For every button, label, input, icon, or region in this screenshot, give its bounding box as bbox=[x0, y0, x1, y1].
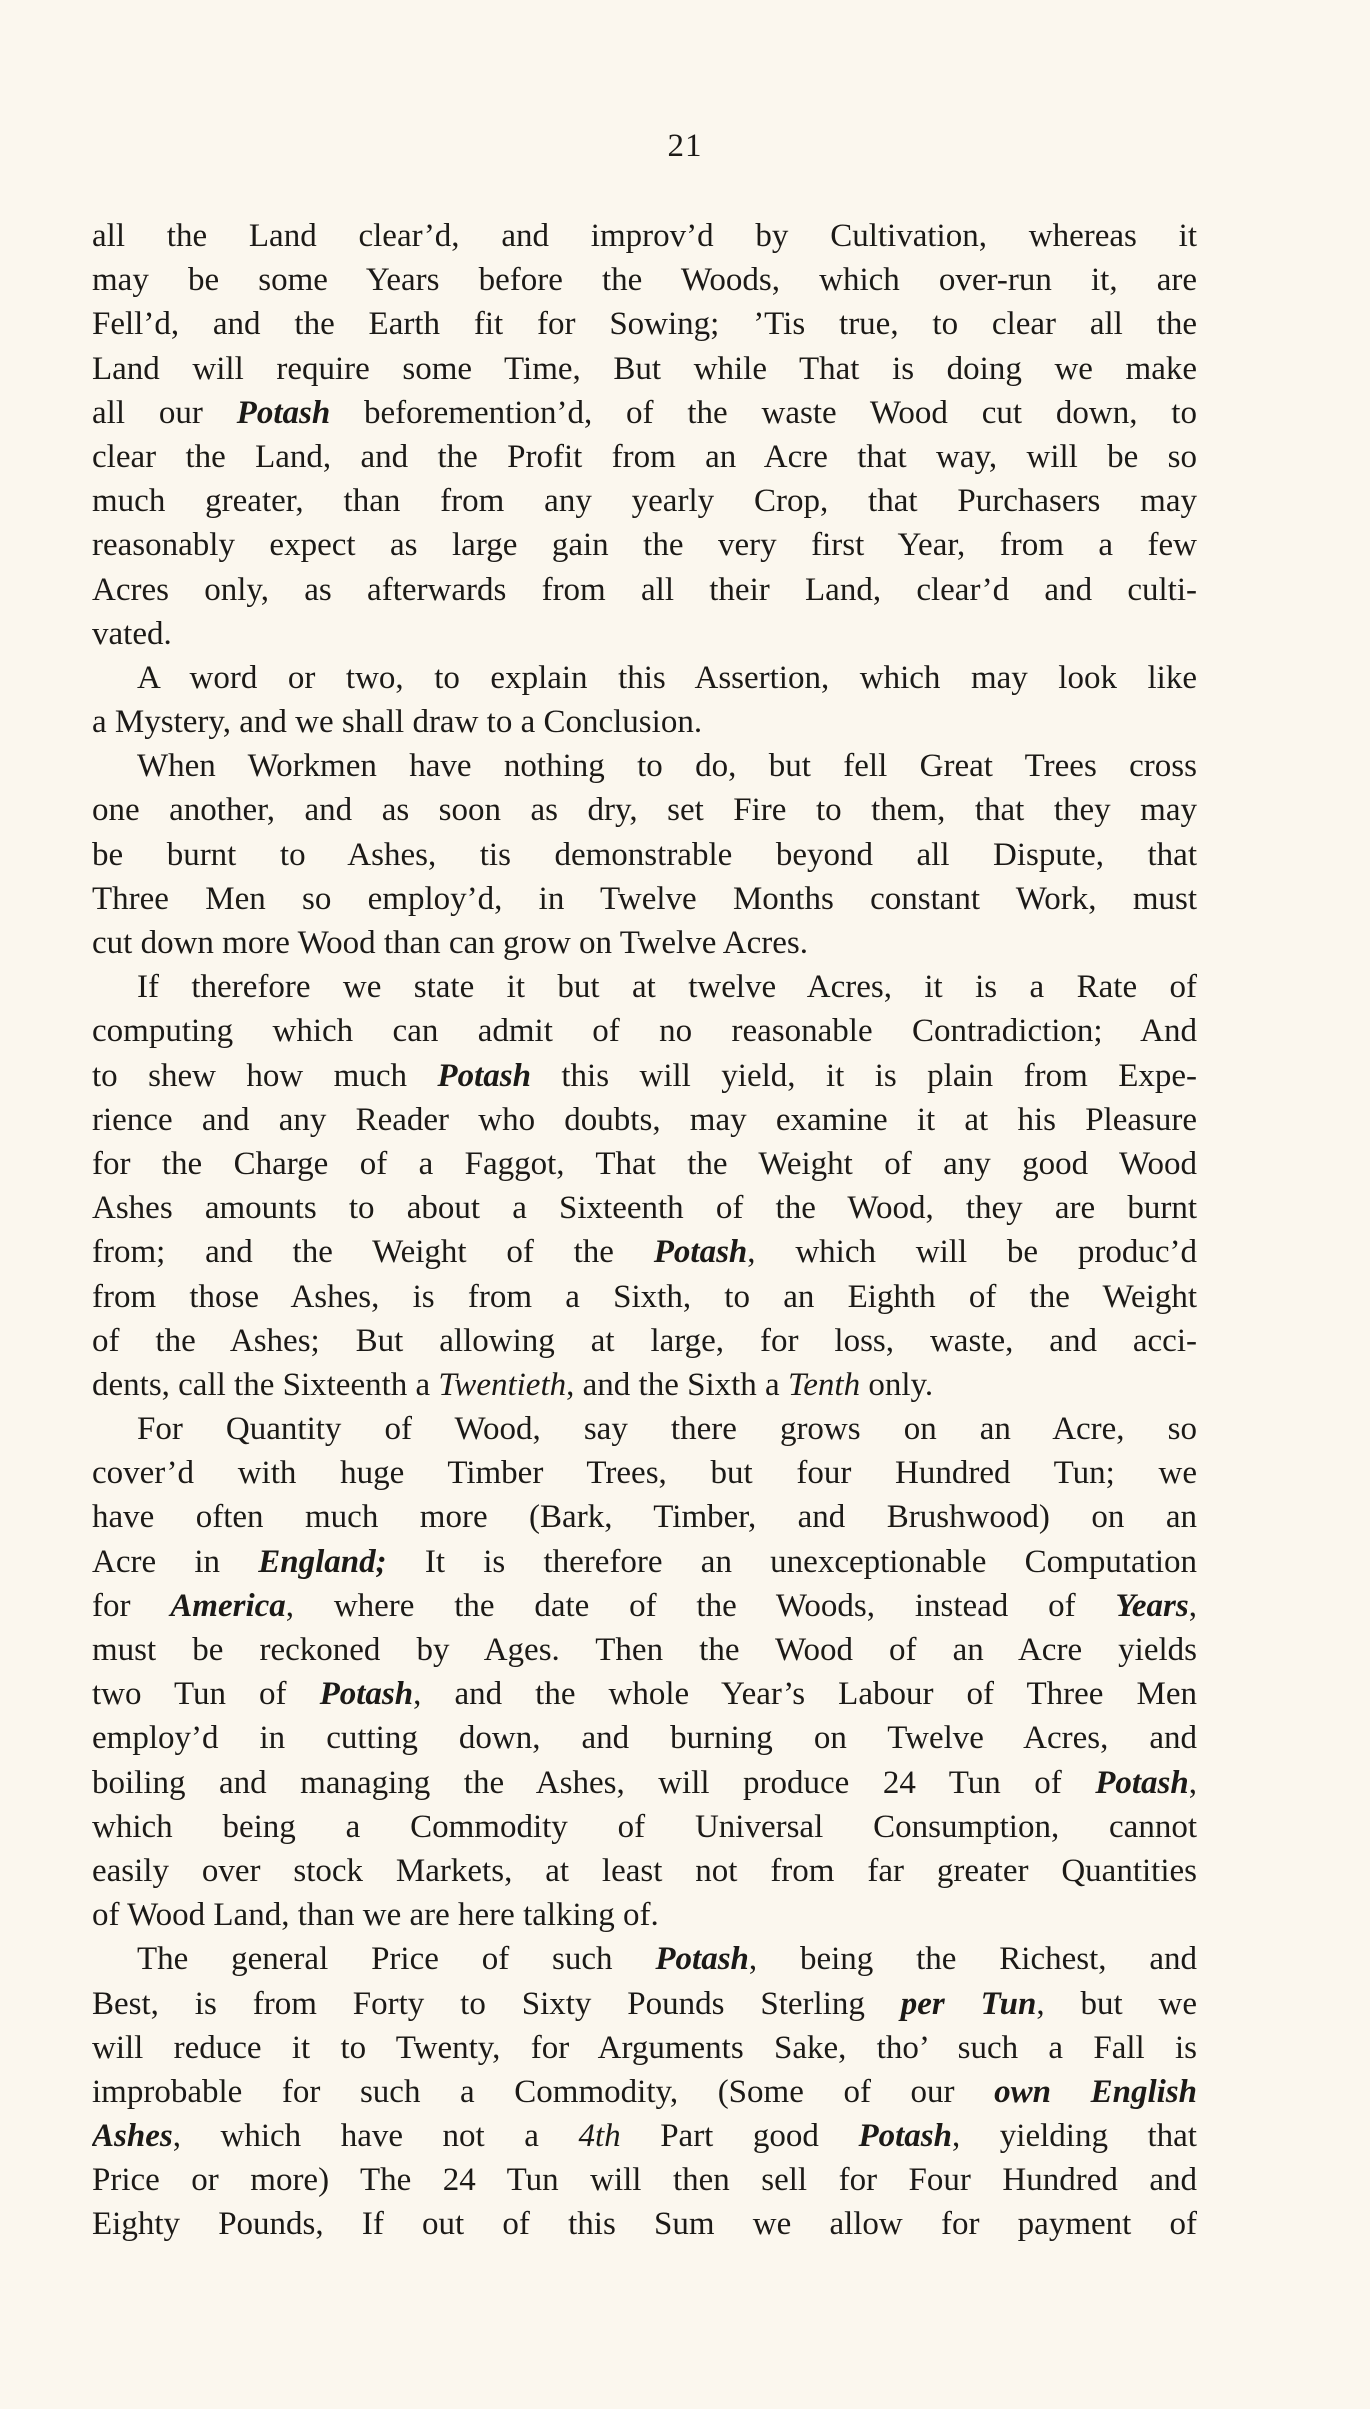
text-run: , and the Sixth a bbox=[566, 1366, 788, 1403]
text-run: Acres only, as afterwards from all their Land, clear’d and culti- bbox=[92, 571, 1197, 608]
text-run: cover’d with huge Timber Trees, but four Hundred Tun; we bbox=[92, 1455, 1197, 1492]
text-run: a Mystery, and we shall draw to a Conclusion. bbox=[92, 704, 703, 741]
text-line bbox=[92, 1849, 1197, 1893]
text-run: Ashes amounts to about a Sixteenth of the Wood, they are burnt bbox=[92, 1190, 1197, 1227]
text-line bbox=[92, 1275, 1197, 1319]
text-run: , and the whole Year’s Labour of Three Men bbox=[413, 1676, 1197, 1713]
text-run: employ’d in cutting down, and burning on Twelve Acres, and bbox=[92, 1720, 1197, 1757]
text-run: two Tun of bbox=[92, 1676, 320, 1713]
text-line bbox=[92, 1230, 1197, 1274]
text-run: improbable for such a Commodity, (Some of our bbox=[92, 2073, 995, 2110]
text-run: , which will be produc’d bbox=[747, 1234, 1197, 1271]
text-run: A word or two, to explain this Assertion, which may look like bbox=[137, 659, 1197, 696]
text-run: have often much more (Bark, Timber, and Brushwood) on an bbox=[92, 1499, 1197, 1536]
text-line bbox=[92, 2158, 1197, 2202]
italic-text: Potash bbox=[858, 2118, 952, 2155]
text-run: , yielding that bbox=[951, 2118, 1197, 2155]
italic-text: Potash bbox=[653, 1234, 748, 1271]
text-run: vated. bbox=[92, 615, 172, 652]
text-run: , where the date of the Woods, instead of bbox=[285, 1587, 1116, 1624]
text-line bbox=[92, 523, 1197, 567]
text-line bbox=[92, 1937, 1197, 1981]
text-run: beforemention’d, of the waste Wood cut down, to bbox=[330, 394, 1197, 431]
italic-text: 4th bbox=[578, 2118, 621, 2155]
text-run: one another, and as soon as dry, set Fire to them, that they may bbox=[92, 792, 1197, 829]
text-line bbox=[92, 1982, 1197, 2026]
text-run: When Workmen have nothing to do, but fell Great Trees cross bbox=[137, 748, 1197, 785]
text-run: be burnt to Ashes, tis demonstrable beyond all Dispute, that bbox=[92, 836, 1197, 873]
text-run: boiling and managing the Ashes, will produce 24 Tun of bbox=[92, 1764, 1096, 1801]
body-text bbox=[92, 214, 1197, 2247]
text-line bbox=[92, 612, 1197, 656]
text-line bbox=[92, 1761, 1197, 1805]
italic-text: Tenth bbox=[787, 1366, 861, 1403]
text-run: from; and the Weight of the bbox=[92, 1234, 654, 1271]
page-number: 21 bbox=[667, 128, 703, 164]
text-line bbox=[92, 700, 1197, 744]
italic-text: own English bbox=[994, 2073, 1197, 2110]
italic-text: Potash bbox=[236, 394, 331, 431]
text-run: of the Ashes; But allowing at large, for loss, waste, and acci- bbox=[92, 1322, 1197, 1359]
text-line bbox=[92, 435, 1197, 479]
text-line bbox=[92, 744, 1197, 788]
text-run: Eighty Pounds, If out of this Sum we allow for payment of bbox=[92, 2206, 1197, 2243]
text-run: which being a Commodity of Universal Consumption, cannot bbox=[92, 1808, 1197, 1845]
text-run: Price or more) The 24 Tun will then sell for Four Hundred and bbox=[92, 2162, 1197, 2199]
text-line bbox=[92, 833, 1197, 877]
text-line bbox=[92, 788, 1197, 832]
text-run: dents, call the Sixteenth a bbox=[92, 1366, 439, 1403]
text-run: all our bbox=[92, 394, 237, 431]
text-run: cut down more Wood than can grow on Twelve Acres. bbox=[92, 925, 808, 961]
italic-text: Ashes bbox=[92, 2118, 173, 2155]
text-run: for bbox=[92, 1587, 171, 1624]
text-run: Three Men so employ’d, in Twelve Months constant Work, must bbox=[92, 880, 1197, 917]
text-line bbox=[92, 302, 1197, 346]
text-run: all the Land clear’d, and improv’d by Cultivation, whereas it bbox=[92, 218, 1197, 254]
text-line bbox=[92, 656, 1197, 700]
text-run: rience and any Reader who doubts, may examine it at his Pleasure bbox=[92, 1101, 1197, 1138]
text-line bbox=[92, 877, 1197, 921]
text-run: Best, is from Forty to Sixty Pounds Sterling bbox=[92, 1985, 901, 2022]
text-run: must be reckoned by Ages. Then the Wood of an Acre yields bbox=[92, 1632, 1197, 1668]
text-run: for the Charge of a Faggot, That the Weight of any good Wood bbox=[92, 1145, 1197, 1182]
text-line bbox=[92, 1451, 1197, 1495]
text-line bbox=[92, 1319, 1197, 1363]
text-run: of Wood Land, than we are here talking of. bbox=[92, 1897, 659, 1934]
text-run: reasonably expect as large gain the very first Year, from a few bbox=[92, 527, 1197, 564]
text-run: For Quantity of Wood, say there grows on an Acre, so bbox=[137, 1411, 1197, 1448]
text-line bbox=[92, 1672, 1197, 1716]
text-line bbox=[92, 568, 1197, 612]
italic-text: Potash bbox=[437, 1057, 531, 1094]
text-line bbox=[92, 1363, 1197, 1407]
text-line bbox=[92, 1584, 1197, 1628]
italic-text: Potash bbox=[319, 1676, 414, 1713]
text-run: , bbox=[1188, 1587, 1197, 1624]
text-line bbox=[92, 1495, 1197, 1539]
text-line bbox=[92, 1628, 1197, 1672]
text-line bbox=[92, 1540, 1197, 1584]
italic-text: Years bbox=[1115, 1587, 1189, 1624]
text-run: Land will require some Time, But while That is doing we make bbox=[92, 350, 1197, 387]
text-run: from those Ashes, is from a Sixth, to an Eighth of the Weight bbox=[92, 1278, 1197, 1315]
italic-text: Potash bbox=[1095, 1764, 1189, 1801]
text-run: to shew how much bbox=[92, 1057, 438, 1094]
text-line bbox=[92, 479, 1197, 523]
text-run: clear the Land, and the Profit from an Acre that way, will be so bbox=[92, 438, 1197, 475]
text-line bbox=[92, 214, 1197, 258]
text-line bbox=[92, 347, 1197, 391]
text-line bbox=[92, 2026, 1197, 2070]
italic-text: America bbox=[170, 1587, 286, 1624]
text-line bbox=[92, 2202, 1197, 2246]
text-line bbox=[92, 1142, 1197, 1186]
text-line bbox=[92, 1186, 1197, 1230]
text-run: easily over stock Markets, at least not from far greater Quantities bbox=[92, 1852, 1197, 1889]
text-run: Part good bbox=[620, 2118, 859, 2155]
italic-text: Twentieth bbox=[438, 1366, 567, 1403]
text-run: Acre in bbox=[92, 1543, 259, 1580]
italic-text: per Tun bbox=[900, 1985, 1037, 2022]
text-line bbox=[92, 965, 1197, 1009]
text-line bbox=[92, 391, 1197, 435]
text-run: It is therefore an unexceptionable Computation bbox=[386, 1543, 1197, 1580]
text-run: , but we bbox=[1036, 1985, 1197, 2022]
text-run: The general Price of such bbox=[137, 1941, 656, 1978]
italic-text: Potash bbox=[655, 1941, 749, 1978]
text-run: will reduce it to Twenty, for Arguments Sake, tho’ such a Fall is bbox=[92, 2029, 1197, 2066]
text-line bbox=[92, 1009, 1197, 1053]
text-run: may be some Years before the Woods, which over-run it, are bbox=[92, 262, 1197, 299]
text-run: only. bbox=[860, 1366, 934, 1403]
text-line bbox=[92, 1407, 1197, 1451]
text-run: If therefore we state it but at twelve Acres, it is a Rate of bbox=[137, 969, 1197, 1006]
text-line bbox=[92, 2114, 1197, 2158]
text-run: this will yield, it is plain from Expe- bbox=[530, 1057, 1197, 1094]
text-line bbox=[92, 1893, 1197, 1937]
text-line bbox=[92, 2070, 1197, 2114]
text-line bbox=[92, 921, 1197, 965]
text-run: Fell’d, and the Earth fit for Sowing; ’Tis true, to clear all the bbox=[92, 306, 1197, 343]
text-line bbox=[92, 1805, 1197, 1849]
text-run: much greater, than from any yearly Crop, that Purchasers may bbox=[92, 483, 1197, 520]
text-line bbox=[92, 1716, 1197, 1760]
text-run: , bbox=[1188, 1764, 1197, 1801]
text-run: , which have not a bbox=[172, 2118, 579, 2155]
text-line bbox=[92, 1098, 1197, 1142]
text-line bbox=[92, 258, 1197, 302]
text-line bbox=[92, 1054, 1197, 1098]
text-run: computing which can admit of no reasonable Contradiction; And bbox=[92, 1013, 1197, 1050]
text-run: , being the Richest, and bbox=[748, 1941, 1197, 1978]
italic-text: England; bbox=[258, 1543, 387, 1580]
